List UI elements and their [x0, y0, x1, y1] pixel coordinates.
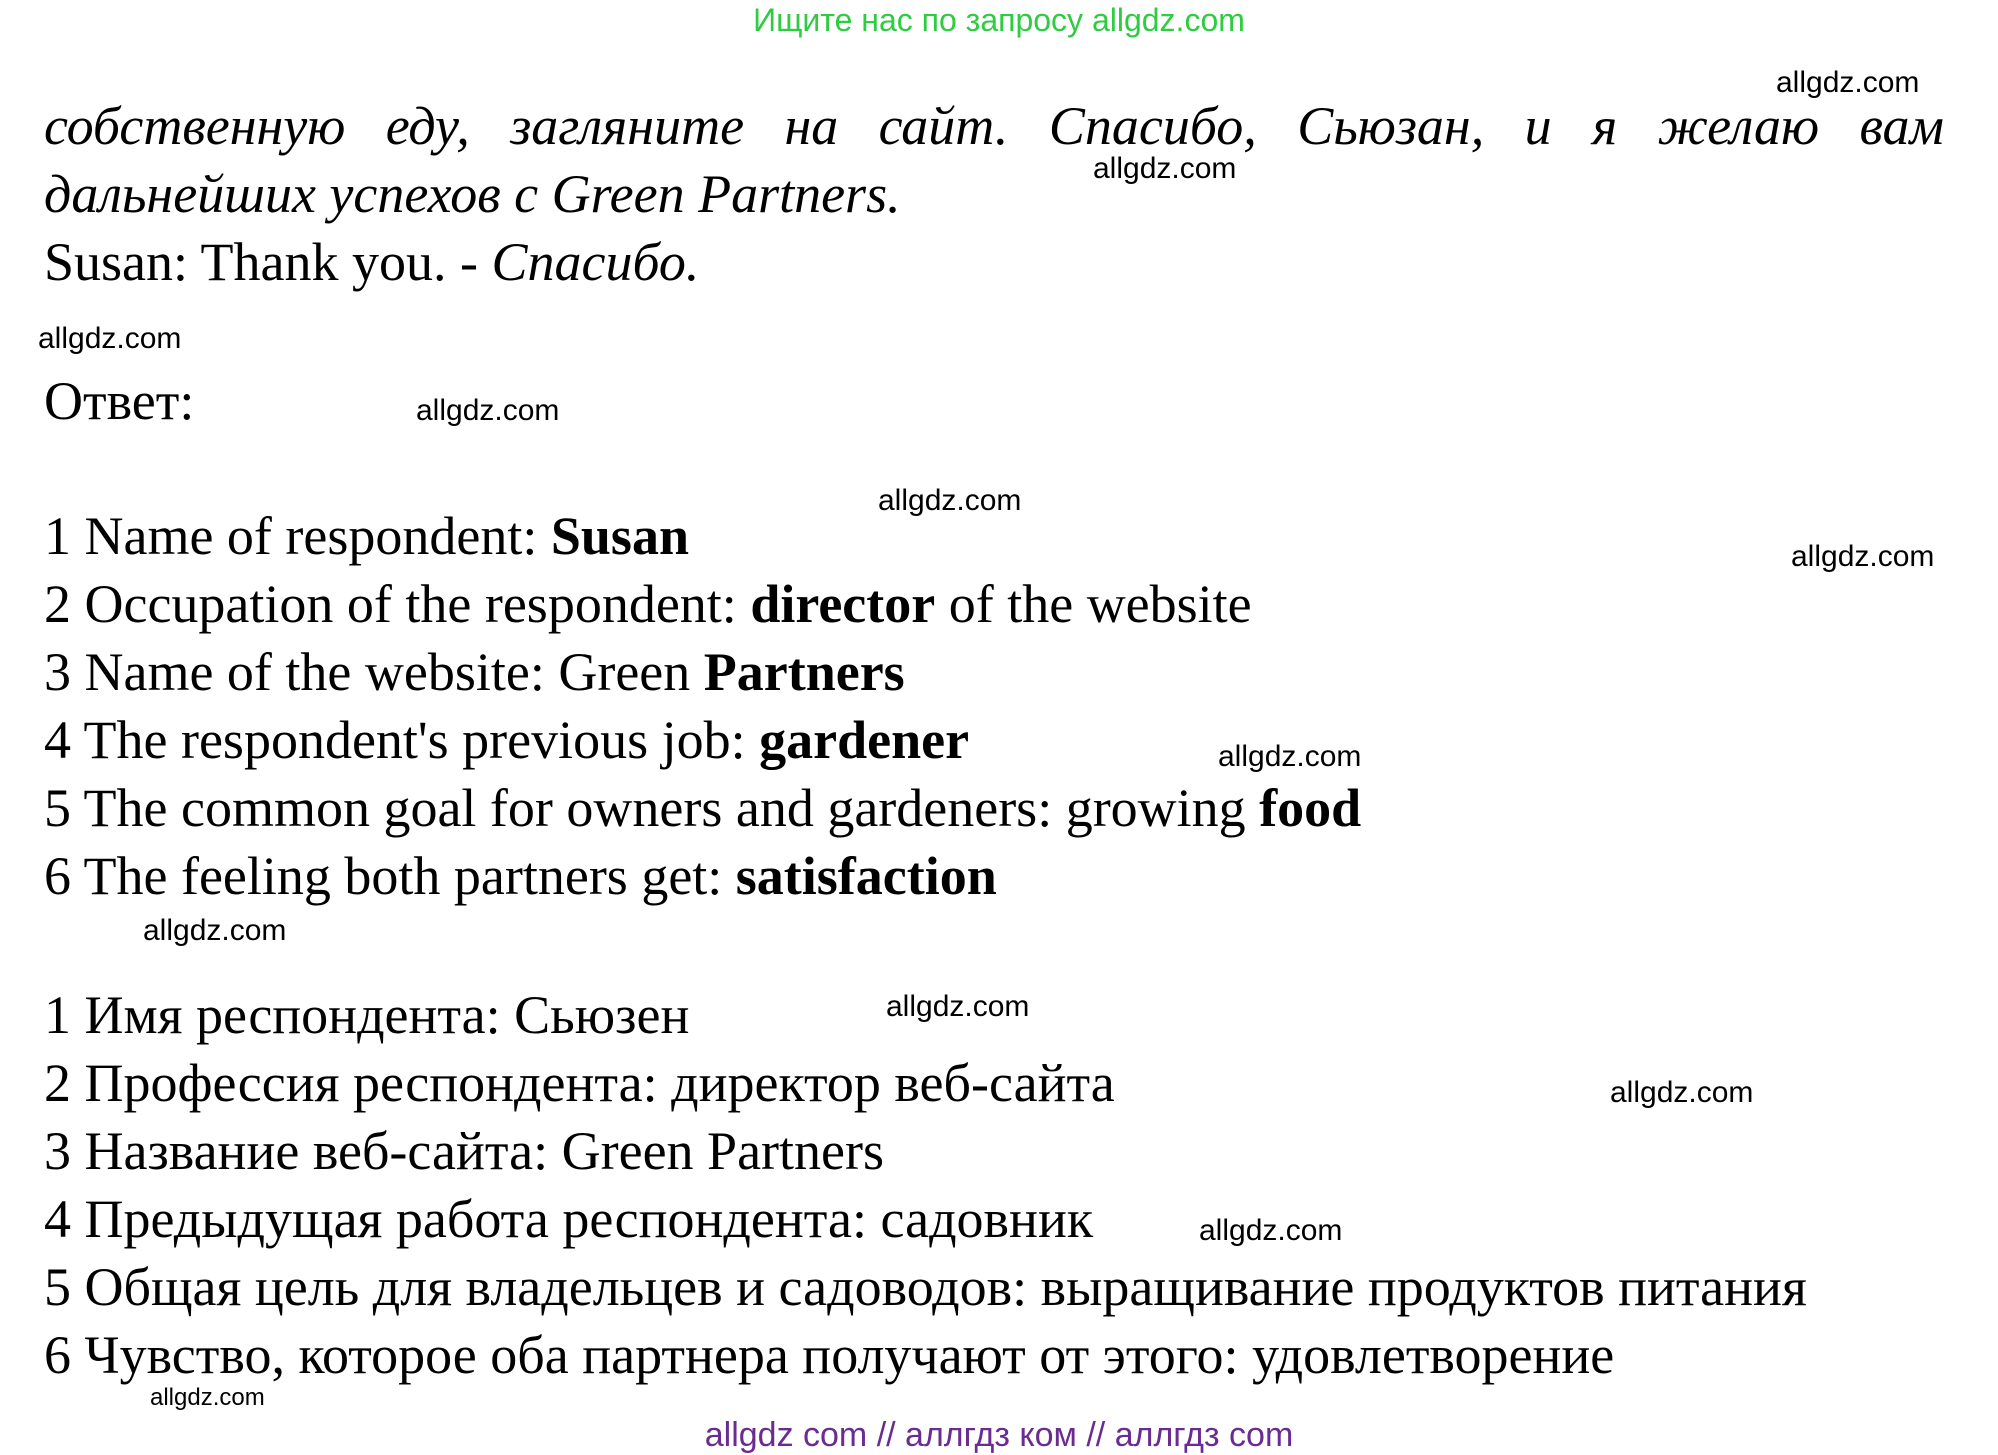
answer-key: Susan [550, 506, 689, 566]
watermark: allgdz.com [1093, 152, 1237, 185]
english-answer [44, 571, 1252, 637]
russian-answer: 4 Предыдущая работа респондента: садовник [44, 1189, 1094, 1249]
susan-reply [44, 229, 699, 295]
answer-text: 1 Name of respondent: [44, 506, 551, 566]
answer-text: 3 Name of the website: Green [44, 642, 704, 702]
answer-key: gardener [759, 710, 970, 770]
watermark: allgdz.com [416, 394, 560, 427]
watermark: allgdz.com [143, 914, 287, 947]
intro-line-1: собственную еду, загляните на сайт. Спасибо, Сьюзан, и я желаю вам [44, 96, 1944, 156]
watermark: allgdz.com [1199, 1214, 1343, 1247]
russian-answer: 5 Общая цель для владельцев и садоводов: выращивание продуктов питания [44, 1257, 1807, 1317]
watermark: allgdz.com [150, 1384, 265, 1411]
answer-text: 4 The respondent's previous job: [44, 710, 760, 770]
answer-key: food [1259, 778, 1362, 838]
russian-answer: 6 Чувство, которое оба партнера получают от этого: удовлетворение [44, 1325, 1615, 1385]
answer-text: 6 The feeling both partners get: [44, 846, 736, 906]
search-banner: Ищите нас по запросу allgdz.com [753, 2, 1245, 38]
russian-answer: 1 Имя респондента: Сьюзен [44, 985, 690, 1045]
answer-text: 5 The common goal for owners and gardeners: growing [44, 778, 1260, 838]
english-answer [44, 639, 905, 705]
answer-key: director [750, 574, 936, 634]
answer-text: of the website [935, 574, 1252, 634]
watermark: allgdz.com [878, 484, 1022, 517]
english-answer [44, 503, 689, 569]
watermark: allgdz.com [1776, 66, 1920, 99]
english-answer [44, 843, 997, 909]
russian-answer: 2 Профессия респондента: директор веб-сайта [44, 1053, 1115, 1113]
english-answer [44, 707, 969, 773]
watermark: allgdz.com [1610, 1076, 1754, 1109]
english-answer [44, 775, 1361, 841]
watermark: allgdz.com [38, 322, 182, 355]
watermark: allgdz.com [1791, 540, 1935, 573]
watermark: allgdz.com [1218, 740, 1362, 773]
answer-heading: Ответ: [44, 371, 195, 431]
answer-text: 2 Occupation of the respondent: [44, 574, 751, 634]
russian-answer: 3 Название веб-сайта: Green Partners [44, 1121, 885, 1181]
answer-key: Partners [703, 642, 905, 702]
answer-key: satisfaction [735, 846, 997, 906]
susan-reply-russian: Спасибо. [491, 232, 700, 292]
intro-line-2: дальнейших успехов с Green Partners. [44, 164, 901, 224]
footer-links[interactable]: allgdz com // аллгдз ком // аллгдз com [704, 1416, 1294, 1454]
susan-reply-english: Susan: Thank you. - [44, 232, 492, 292]
watermark: allgdz.com [886, 990, 1030, 1023]
